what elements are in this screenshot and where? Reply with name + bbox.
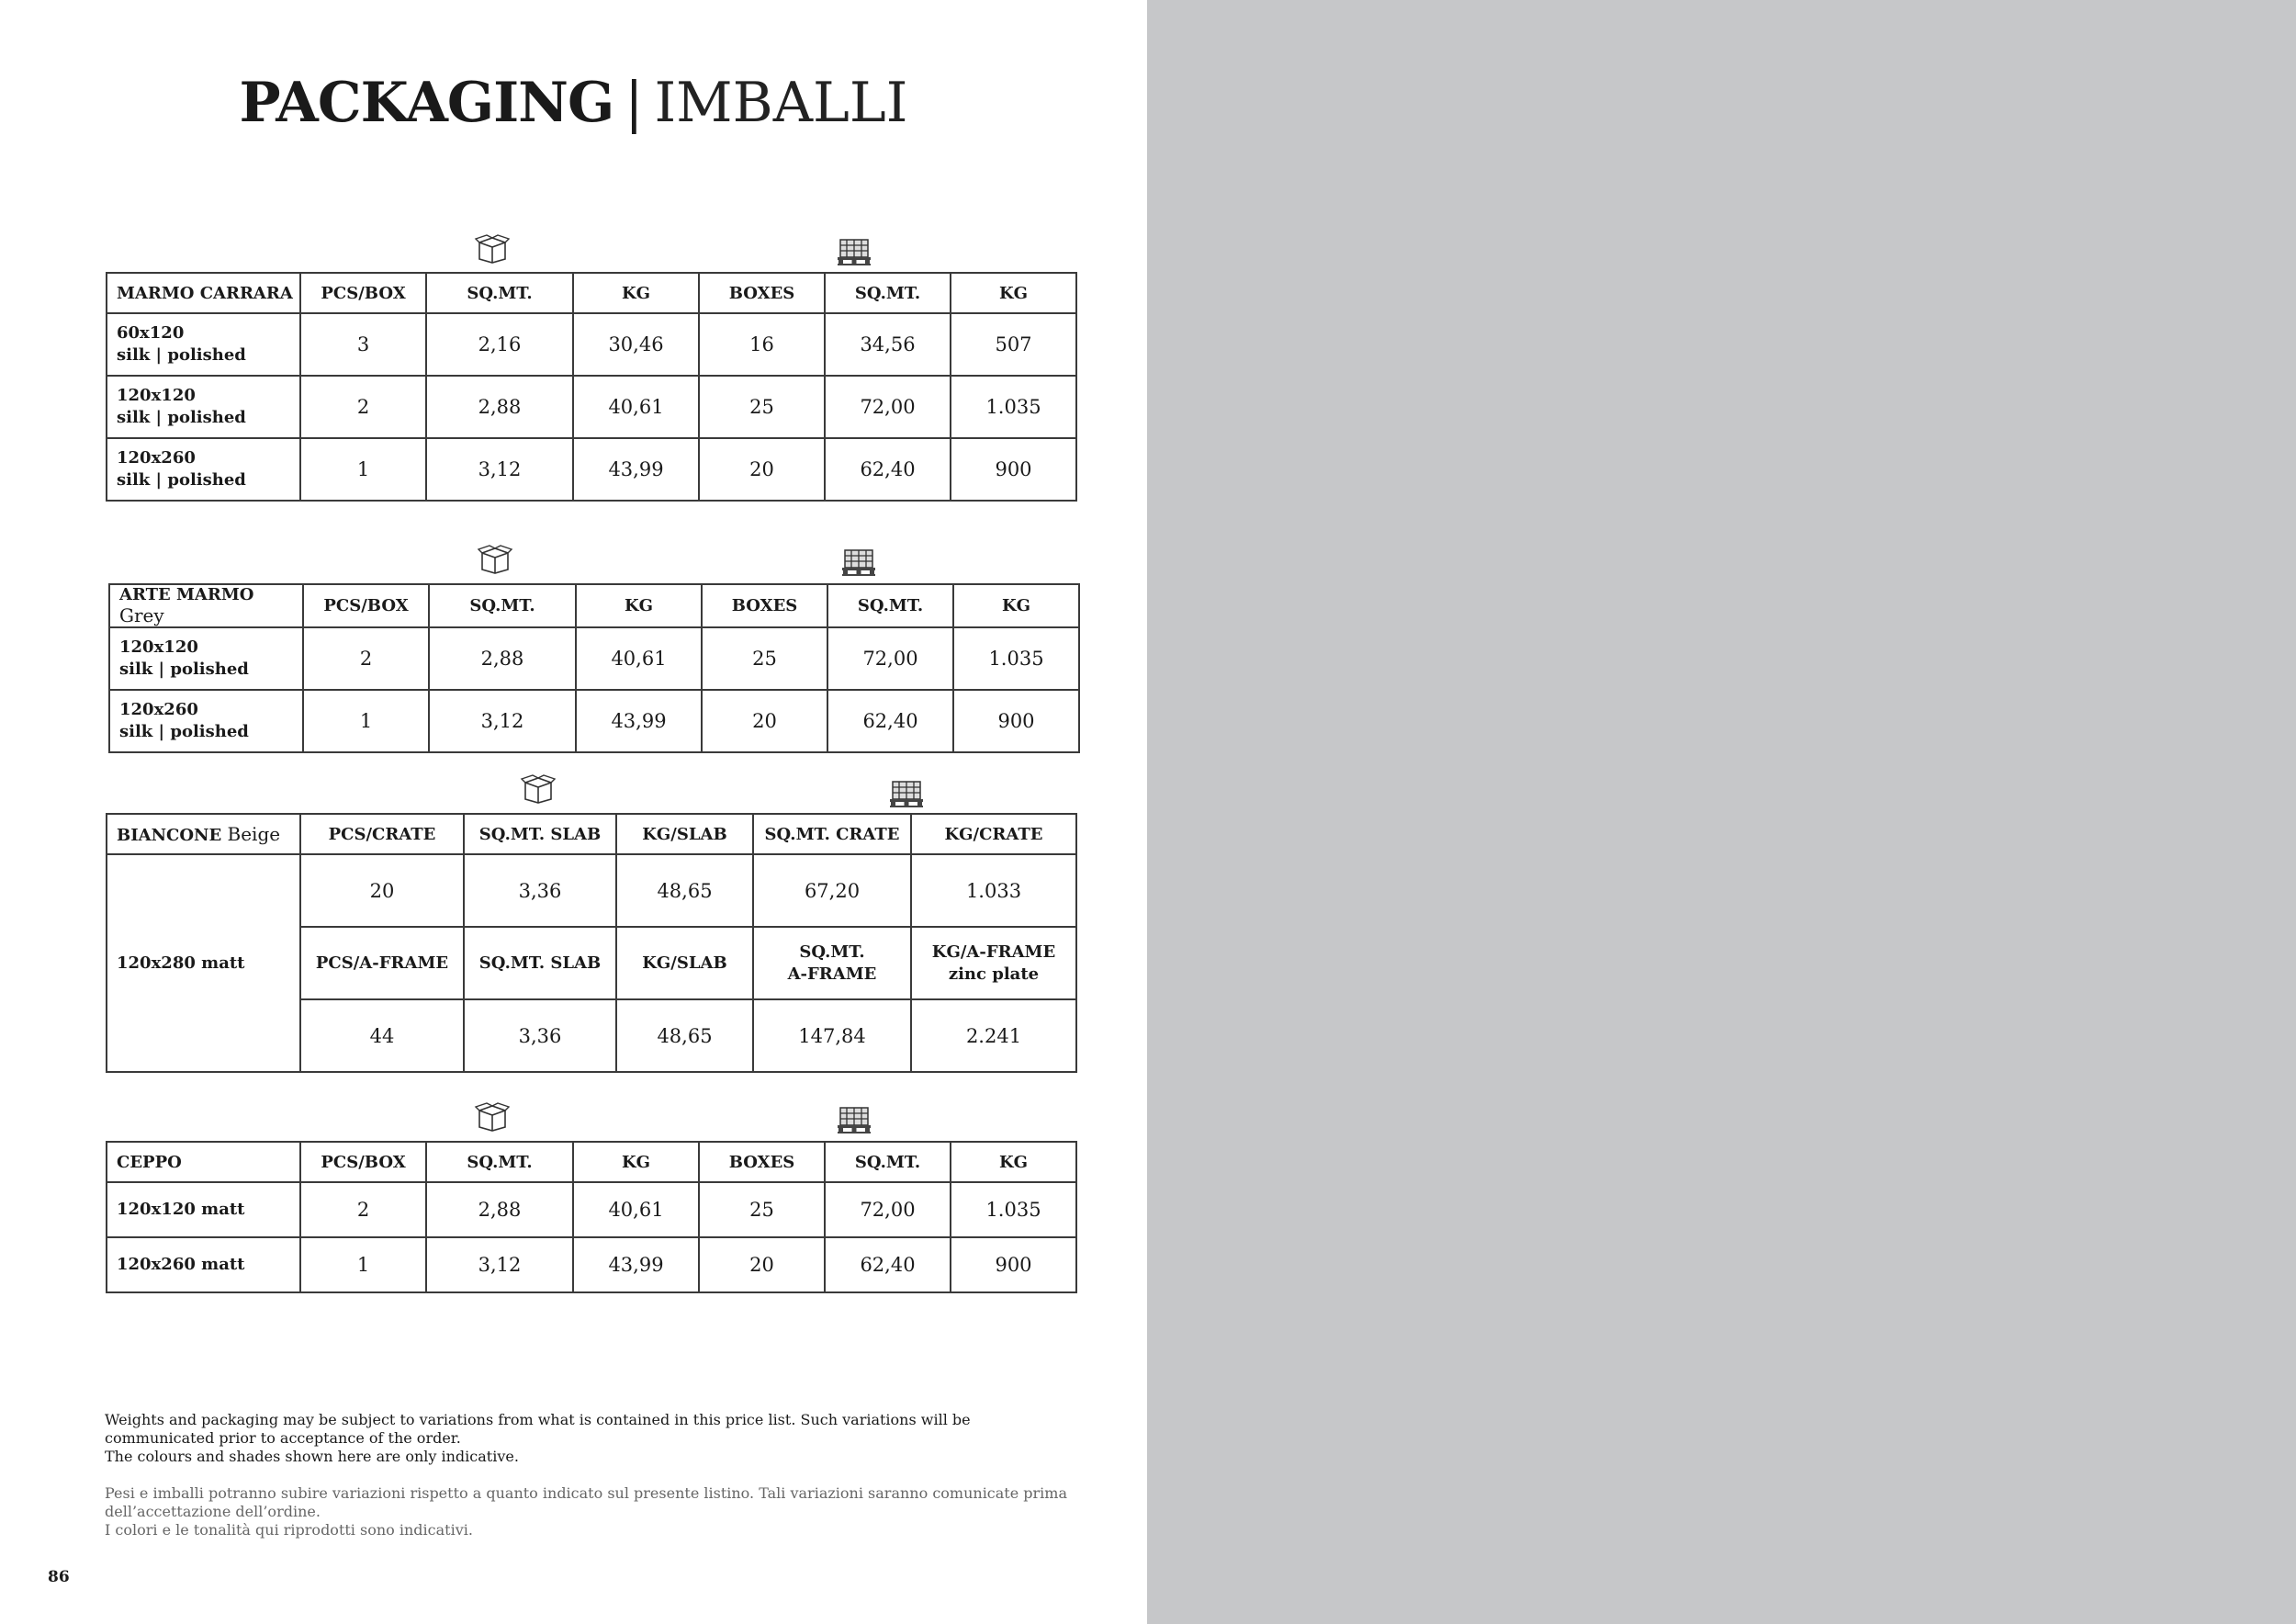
- column-header: KG/A-FRAME zinc plate: [911, 927, 1076, 999]
- table-row: [107, 1237, 1076, 1292]
- value-cell: 1.035: [951, 376, 1076, 438]
- value-cell: 2,16: [426, 313, 573, 376]
- size-cell: 120x260 matt: [107, 1237, 300, 1292]
- value-cell: 2: [303, 627, 429, 690]
- column-header: KG: [576, 584, 702, 627]
- disclaimer-notes: [105, 1411, 1078, 1539]
- page-title: [0, 66, 1147, 140]
- table-arte-marmo: [108, 583, 1080, 753]
- box-icon: [477, 545, 513, 574]
- column-header: KG/SLAB: [616, 814, 753, 854]
- column-header: SQ.MT.: [827, 584, 953, 627]
- table-header-row: [109, 584, 1079, 627]
- size-cell: 120x120 silk | polished: [107, 376, 300, 438]
- column-header: KG: [953, 584, 1079, 627]
- table-ceppo: [106, 1141, 1077, 1293]
- value-cell: 16: [699, 313, 825, 376]
- pallet-icon: [836, 237, 872, 266]
- pallet-icon: [836, 1105, 872, 1134]
- value-cell: 48,65: [616, 999, 753, 1072]
- table-row: [107, 438, 1076, 501]
- table-marmo-carrara: [106, 272, 1077, 502]
- value-cell: 20: [702, 690, 827, 752]
- column-header: PCS/BOX: [300, 273, 426, 313]
- size-cell: 120x260 silk | polished: [107, 438, 300, 501]
- title-light: IMBALLI: [654, 71, 908, 135]
- value-cell: 43,99: [576, 690, 702, 752]
- value-cell: 1.035: [951, 1182, 1076, 1237]
- box-icon: [474, 1102, 511, 1132]
- value-cell: 1.035: [953, 627, 1079, 690]
- value-cell: 2,88: [426, 1182, 573, 1237]
- product-name: BIANCONE Beige: [107, 814, 300, 854]
- table-row: [109, 690, 1079, 752]
- table-row: [107, 313, 1076, 376]
- size-cell: 60x120 silk | polished: [107, 313, 300, 376]
- table-header-row: [107, 814, 1076, 854]
- value-cell: 25: [699, 376, 825, 438]
- column-header: SQ.MT.: [429, 584, 576, 627]
- value-cell: 40,61: [573, 1182, 699, 1237]
- size-cell: 120x260 silk | polished: [109, 690, 303, 752]
- column-header: KG/SLAB: [616, 927, 753, 999]
- value-cell: 44: [300, 999, 464, 1072]
- pallet-icon: [840, 547, 877, 577]
- value-cell: 2.241: [911, 999, 1076, 1072]
- table-row: [109, 627, 1079, 690]
- value-cell: 1: [300, 1237, 426, 1292]
- product-name: MARMO CARRARA: [107, 273, 300, 313]
- grey-side-panel: [1147, 0, 2296, 1624]
- value-cell: 20: [300, 854, 464, 927]
- note-en-2: The colours and shades shown here are only indicative.: [105, 1448, 519, 1465]
- value-cell: 1: [303, 690, 429, 752]
- value-cell: 900: [951, 438, 1076, 501]
- column-header: BOXES: [699, 273, 825, 313]
- value-cell: 40,61: [573, 376, 699, 438]
- table-biancone: [106, 813, 1077, 1073]
- product-name: CEPPO: [107, 1142, 300, 1182]
- value-cell: 1.033: [911, 854, 1076, 927]
- value-cell: 3,12: [426, 438, 573, 501]
- column-header: SQ.MT. A-FRAME: [753, 927, 911, 999]
- value-cell: 1: [300, 438, 426, 501]
- size-cell: 120x280 matt: [107, 854, 300, 1072]
- value-cell: 3,12: [426, 1237, 573, 1292]
- table-header-row: [107, 273, 1076, 313]
- value-cell: 20: [699, 438, 825, 501]
- table-row: [107, 376, 1076, 438]
- column-header: BOXES: [699, 1142, 825, 1182]
- value-cell: 72,00: [825, 376, 951, 438]
- column-header: SQ.MT. SLAB: [464, 814, 616, 854]
- size-cell: 120x120 silk | polished: [109, 627, 303, 690]
- value-cell: 62,40: [827, 690, 953, 752]
- value-cell: 3,36: [464, 999, 616, 1072]
- size-cell: 120x120 matt: [107, 1182, 300, 1237]
- value-cell: 72,00: [827, 627, 953, 690]
- column-header: PCS/A-FRAME: [300, 927, 464, 999]
- column-header: PCS/BOX: [303, 584, 429, 627]
- column-header: SQ.MT.: [825, 1142, 951, 1182]
- column-header: SQ.MT. CRATE: [753, 814, 911, 854]
- product-name: ARTE MARMO Grey: [109, 584, 303, 627]
- value-cell: 2,88: [429, 627, 576, 690]
- column-header: PCS/BOX: [300, 1142, 426, 1182]
- value-cell: 34,56: [825, 313, 951, 376]
- value-cell: 3: [300, 313, 426, 376]
- table-row: [107, 854, 1076, 927]
- value-cell: 3,12: [429, 690, 576, 752]
- value-cell: 62,40: [825, 438, 951, 501]
- value-cell: 2,88: [426, 376, 573, 438]
- pallet-icon: [888, 779, 925, 808]
- table-header-row: [107, 1142, 1076, 1182]
- column-header: SQ.MT. SLAB: [464, 927, 616, 999]
- value-cell: 25: [702, 627, 827, 690]
- value-cell: 62,40: [825, 1237, 951, 1292]
- column-header: PCS/CRATE: [300, 814, 464, 854]
- box-icon: [520, 774, 557, 804]
- value-cell: 2: [300, 376, 426, 438]
- note-en-1: Weights and packaging may be subject to variations from what is contained in this price list. Such variations will be communicated prior to acceptance of the order.: [105, 1411, 971, 1447]
- value-cell: 2: [300, 1182, 426, 1237]
- value-cell: 30,46: [573, 313, 699, 376]
- column-header: KG: [951, 1142, 1076, 1182]
- value-cell: 43,99: [573, 438, 699, 501]
- value-cell: 507: [951, 313, 1076, 376]
- value-cell: 3,36: [464, 854, 616, 927]
- value-cell: 67,20: [753, 854, 911, 927]
- value-cell: 25: [699, 1182, 825, 1237]
- column-header: KG/CRATE: [911, 814, 1076, 854]
- value-cell: 147,84: [753, 999, 911, 1072]
- column-header: SQ.MT.: [825, 273, 951, 313]
- column-header: SQ.MT.: [426, 1142, 573, 1182]
- column-header: BOXES: [702, 584, 827, 627]
- value-cell: 20: [699, 1237, 825, 1292]
- value-cell: 72,00: [825, 1182, 951, 1237]
- title-bold: PACKAGING: [239, 71, 614, 135]
- table-row: [107, 1182, 1076, 1237]
- value-cell: 40,61: [576, 627, 702, 690]
- value-cell: 900: [951, 1237, 1076, 1292]
- column-header: KG: [951, 273, 1076, 313]
- column-header: SQ.MT.: [426, 273, 573, 313]
- page-number: 86: [48, 1568, 70, 1586]
- column-header: KG: [573, 273, 699, 313]
- value-cell: 48,65: [616, 854, 753, 927]
- value-cell: 900: [953, 690, 1079, 752]
- value-cell: 43,99: [573, 1237, 699, 1292]
- column-header: KG: [573, 1142, 699, 1182]
- box-icon: [474, 234, 511, 264]
- note-it-1: Pesi e imballi potranno subire variazioni rispetto a quanto indicato sul presente listino. Tali variazioni saranno comunicate prima dell’accettazione dell’ordine.: [105, 1484, 1068, 1520]
- note-it-2: I colori e le tonalità qui riprodotti sono indicativi.: [105, 1521, 473, 1539]
- title-separator: |: [625, 71, 644, 135]
